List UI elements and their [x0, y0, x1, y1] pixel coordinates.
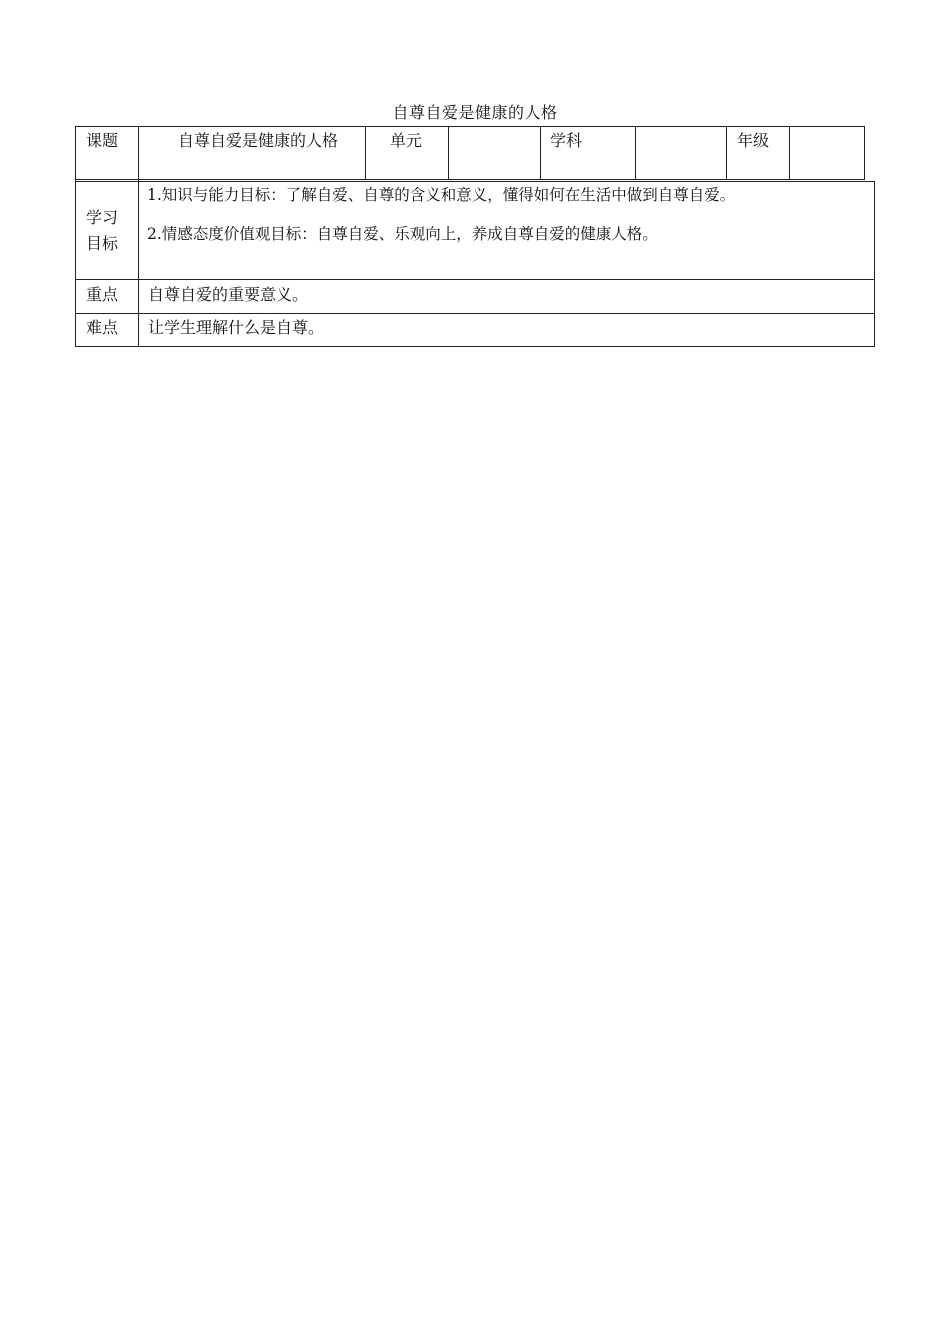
table-border-right [874, 181, 875, 347]
keypoint-row-bottom-border [75, 313, 875, 314]
subject-label: 学科 [550, 131, 583, 150]
header-divider-unit [365, 126, 366, 180]
header-row-bottom-border [75, 179, 865, 180]
header-divider-subject-value [635, 126, 636, 180]
label-column-divider [138, 126, 139, 347]
header-divider-unit-value [448, 126, 449, 180]
unit-label: 单元 [390, 131, 423, 150]
topic-label: 课题 [86, 131, 119, 150]
objective-item-1: 1.知识与能力目标：了解自爱、自尊的含义和意义，懂得如何在生活中做到自尊自爱。 [147, 186, 736, 204]
objective-item-2: 2.情感态度价值观目标：自尊自爱、乐观向上，养成自尊自爱的健康人格。 [147, 225, 658, 243]
header-divider-subject [540, 126, 541, 180]
grade-label: 年级 [737, 131, 770, 150]
table-border-top [75, 126, 865, 127]
table-border-bottom [75, 346, 875, 347]
document-title: 自尊自爱是健康的人格 [392, 103, 558, 122]
table-border-left [75, 126, 76, 347]
topic-value: 自尊自爱是健康的人格 [178, 131, 339, 150]
header-border-right [864, 126, 865, 180]
objectives-label-line1: 学习 [86, 208, 119, 227]
objectives-row-top-border [75, 181, 875, 182]
keypoint-label: 重点 [86, 285, 119, 304]
objectives-row-bottom-border [75, 279, 875, 280]
header-divider-grade [726, 126, 727, 180]
header-divider-grade-value [789, 126, 790, 180]
difficulty-value: 让学生理解什么是自尊。 [148, 318, 325, 337]
objectives-label-line2: 目标 [86, 234, 119, 253]
difficulty-label: 难点 [86, 318, 119, 337]
keypoint-value: 自尊自爱的重要意义。 [148, 285, 309, 304]
